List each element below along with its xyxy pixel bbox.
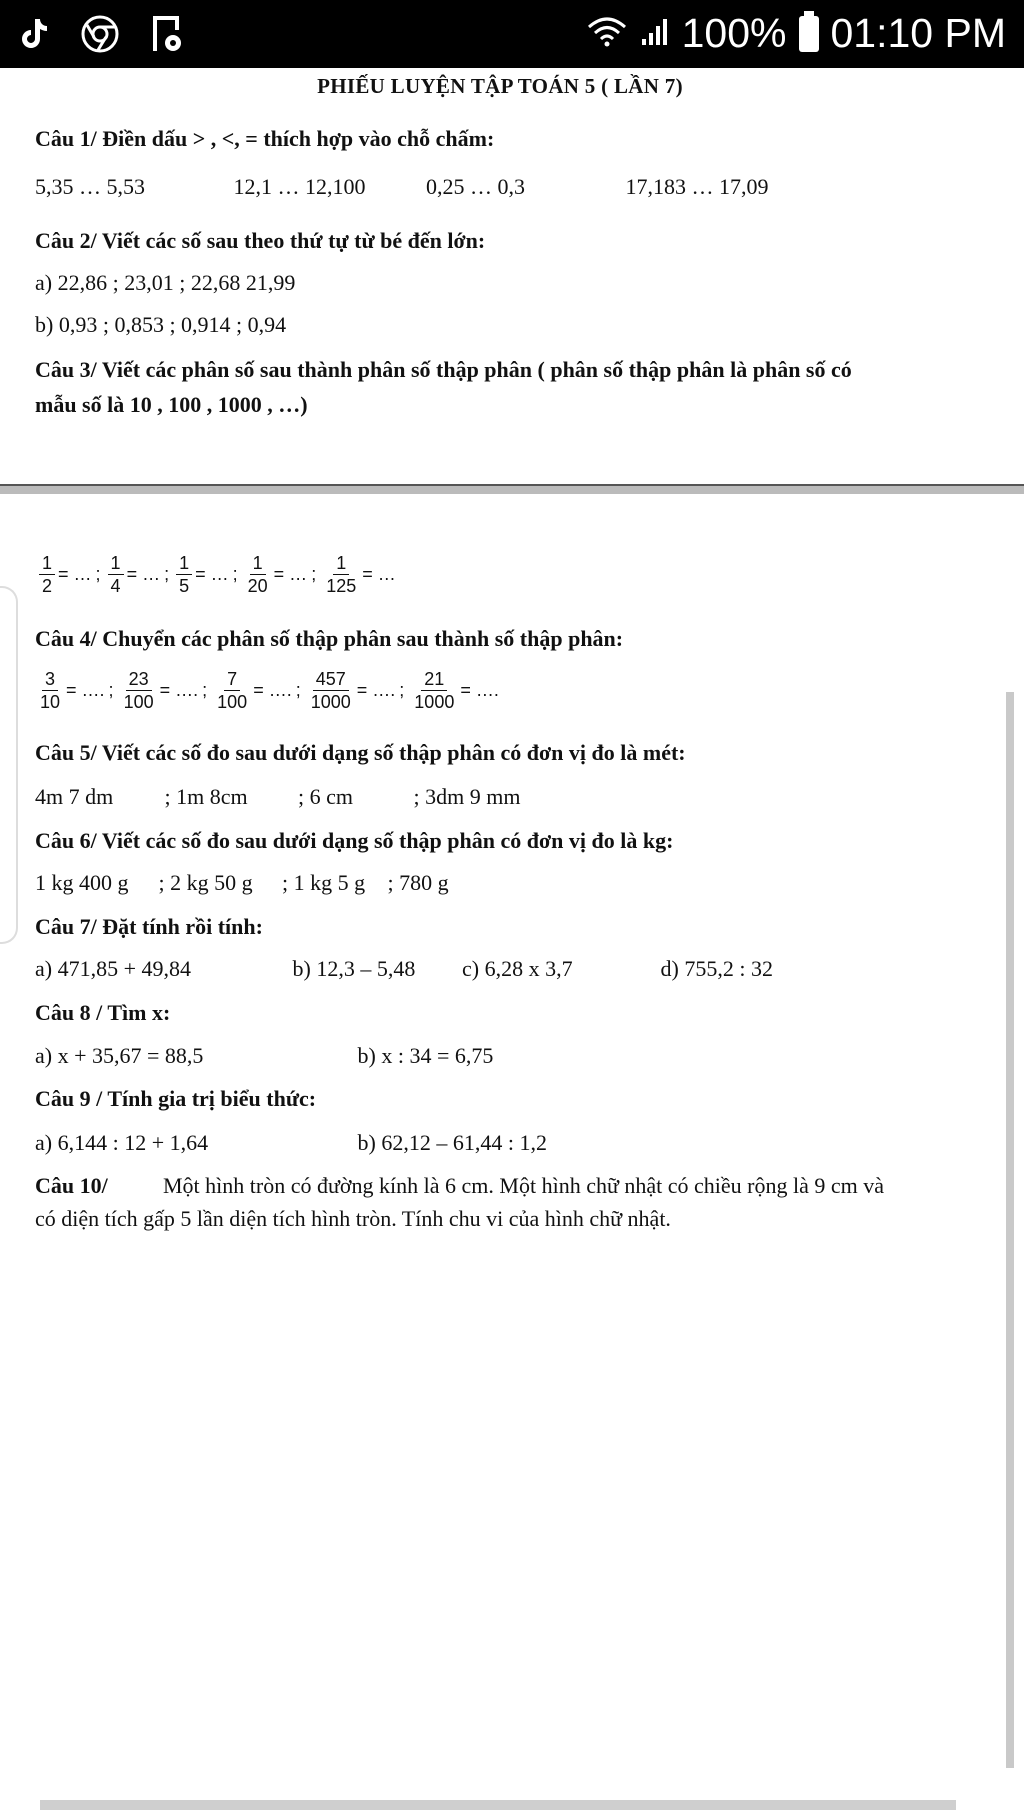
- blank: = …: [126, 564, 161, 584]
- tiktok-icon: [14, 14, 54, 54]
- q3-heading-line2: mẫu số là 10 , 100 , 1000 , …): [35, 392, 308, 417]
- q6-item: ; 780 g: [387, 870, 449, 895]
- blank: = …: [195, 564, 229, 584]
- cast-icon: [146, 14, 186, 54]
- q2-a: a) 22,86 ; 23,01 ; 22,68 21,99: [35, 270, 296, 295]
- worksheet-title: PHIẾU LUYỆN TẬP TOÁN 5 ( LẦN 7): [317, 74, 683, 98]
- q9-item: a) 6,144 : 12 + 1,64: [35, 1130, 209, 1155]
- q5-item: ; 3dm 9 mm: [413, 784, 521, 809]
- q9-items: [35, 1130, 547, 1156]
- q4-heading: Câu 4/ Chuyển các phân số thập phân sau thành số thập phân:: [35, 626, 624, 651]
- q5-heading: Câu 5/ Viết các số đo sau dưới dạng số thập phân có đơn vị đo là mét:: [35, 740, 686, 765]
- wifi-icon: [586, 10, 628, 57]
- fraction: $\frac{21}{1000}$: [414, 669, 455, 712]
- chrome-icon: [80, 14, 120, 54]
- q7-heading: Câu 7/ Đặt tính rồi tính:: [35, 914, 263, 939]
- q8-item: b) x : 34 = 6,75: [357, 1043, 494, 1068]
- separator: ;: [164, 564, 170, 584]
- fraction: $\frac{457}{1000}$: [310, 669, 351, 712]
- clock: 01:10 PM: [830, 10, 1006, 56]
- q6-heading: Câu 6/ Viết các số đo sau dưới dạng số thập phân có đơn vị đo là kg:: [35, 828, 674, 853]
- q1-items: [35, 174, 769, 200]
- status-bar: [0, 0, 1024, 68]
- q1-item: 5,35 … 5,53: [35, 174, 145, 199]
- fraction: $\frac{1}{2}$: [39, 552, 55, 597]
- q1-heading: Câu 1/ Điền dấu > , <, = thích hợp vào chỗ chấm:: [35, 126, 495, 151]
- q2-heading: Câu 2/ Viết các số sau theo thứ tự từ bé đến lớn:: [35, 228, 486, 253]
- q5-item: ; 6 cm: [298, 784, 353, 809]
- q1-item: 17,183 … 17,09: [625, 174, 769, 199]
- q1-item: 12,1 … 12,100: [233, 174, 366, 199]
- blank: = …: [362, 564, 396, 584]
- q7-items: [35, 956, 773, 982]
- separator: ;: [311, 564, 317, 584]
- blank: = ….: [253, 680, 292, 700]
- separator: ;: [95, 564, 101, 584]
- q10-label: Câu 10/: [35, 1173, 108, 1198]
- separator: ;: [295, 680, 301, 700]
- horizontal-scrollbar[interactable]: [40, 1800, 956, 1810]
- blank: = ….: [159, 680, 199, 700]
- blank: = …: [273, 564, 308, 584]
- q8-item: a) x + 35,67 = 88,5: [35, 1043, 204, 1068]
- q6-item: ; 2 kg 50 g: [158, 870, 253, 895]
- q6-item: 1 kg 400 g: [35, 870, 129, 895]
- battery-icon: [799, 16, 819, 52]
- q4-fractions: [34, 668, 499, 713]
- q8-heading: Câu 8 / Tìm x:: [35, 1000, 171, 1025]
- page-edge: [0, 586, 18, 944]
- blank: = ….: [460, 680, 499, 700]
- blank: = …: [58, 564, 92, 584]
- q10-line2: có diện tích gấp 5 lần diện tích hình tròn. Tính chu vi của hình chữ nhật.: [35, 1206, 671, 1231]
- q7-item: d) 755,2 : 32: [660, 956, 773, 981]
- q9-item: b) 62,12 – 61,44 : 1,2: [357, 1130, 547, 1155]
- q7-item: b) 12,3 – 5,48: [292, 956, 416, 981]
- q5-items: [35, 784, 520, 810]
- q7-item: a) 471,85 + 49,84: [35, 956, 191, 981]
- page-divider: [0, 484, 1024, 494]
- fraction: $\frac{7}{100}$: [217, 669, 248, 712]
- separator: ;: [399, 680, 405, 700]
- blank: = ….: [356, 680, 396, 700]
- q3-heading-line1: Câu 3/ Viết các phân số sau thành phân số thập phân ( phân số thập phân là phân số có: [35, 357, 852, 382]
- q1-item: 0,25 … 0,3: [426, 174, 525, 199]
- fraction: $\frac{1}{4}$: [108, 552, 124, 597]
- q10-text: Một hình tròn có đường kính là 6 cm. Một hình chữ nhật có chiều rộng là 9 cm và: [163, 1173, 885, 1198]
- separator: ;: [232, 564, 238, 584]
- q6-items: [35, 870, 449, 896]
- fraction: $\frac{1}{20}$: [247, 553, 268, 596]
- q3-fractions: [36, 552, 396, 597]
- battery-percent: 100%: [681, 10, 787, 56]
- q5-item: ; 1m 8cm: [164, 784, 248, 809]
- q8-items: [35, 1043, 493, 1069]
- blank: = ….: [66, 680, 105, 700]
- q6-item: ; 1 kg 5 g: [282, 870, 366, 895]
- separator: ;: [202, 680, 208, 700]
- signal-icon: [640, 10, 670, 57]
- fraction: $\frac{1}{125}$: [326, 553, 357, 596]
- q10-line1: [35, 1173, 884, 1199]
- fraction: $\frac{1}{5}$: [176, 552, 192, 597]
- q9-heading: Câu 9 / Tính gia trị biểu thức:: [35, 1086, 317, 1111]
- fraction: $\frac{23}{100}$: [123, 669, 154, 712]
- separator: ;: [108, 680, 114, 700]
- q7-item: c) 6,28 x 3,7: [462, 956, 573, 981]
- q2-b: b) 0,93 ; 0,853 ; 0,914 ; 0,94: [35, 312, 287, 337]
- vertical-scrollbar[interactable]: [1006, 692, 1014, 1768]
- fraction: $\frac{3}{10}$: [40, 669, 61, 712]
- q5-item: 4m 7 dm: [35, 784, 114, 809]
